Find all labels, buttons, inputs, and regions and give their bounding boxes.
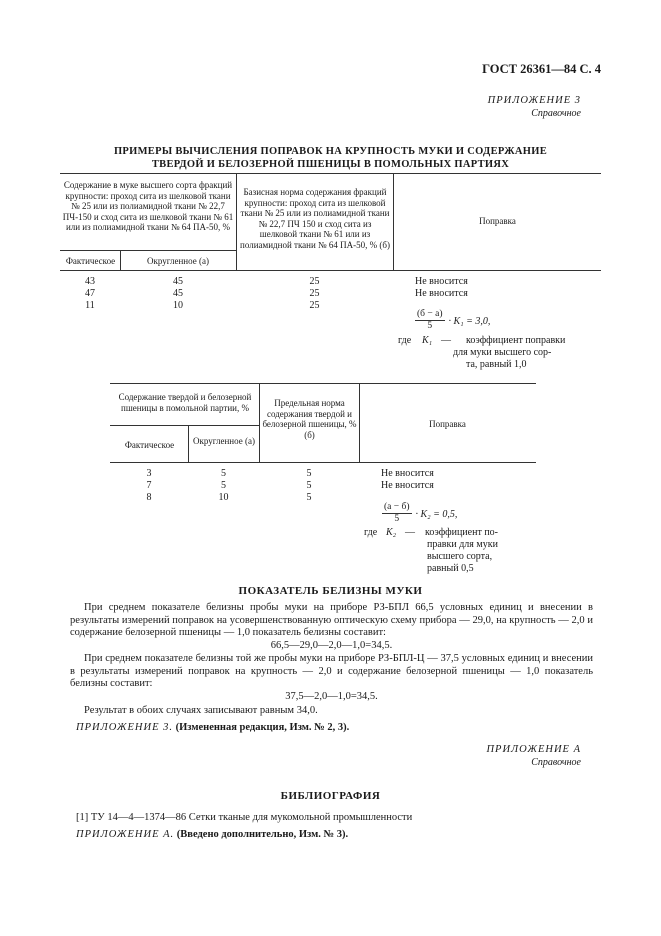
t2-expl-3: высшего сорта, — [427, 551, 493, 562]
t2-dash: — — [405, 527, 415, 538]
t2-expl-2: правки для муки — [427, 539, 498, 550]
appendix-a-note-text: (Введено дополнительно, Изм. № 3). — [176, 829, 349, 840]
paragraph-1: При среднем показателе белизны пробы муки на приборе РЗ-БПЛ 66,5 условных единиц и внесении в результаты измерений поправок на усовершенствованную оптическую схему прибора — 29,0, на крупность — 2,0 и содержание белозерной пшеницы — 1,0 показатель белизны составит: — [70, 602, 593, 638]
t2-k: K₂ — [386, 527, 397, 538]
t2-expl-1: коэффициент по- — [425, 527, 499, 538]
t1-expl-1: коэффициент поправки — [466, 335, 566, 346]
t2-formula-den: 5 — [394, 514, 400, 524]
t1-expl-2: для муки высшего сор- — [453, 347, 552, 358]
t2-header-rounded: Округленное (а) — [193, 436, 255, 446]
t2-r1-corr: Не вносится — [381, 468, 434, 479]
t1-dash: — — [441, 335, 451, 346]
t1-formula-den: 5 — [427, 321, 433, 331]
t2-r3-limit: 5 — [306, 492, 312, 503]
t1-r1-rounded: 45 — [173, 276, 183, 287]
appendix-a-note — [76, 829, 348, 840]
t1-k: K₁ — [422, 335, 433, 346]
paragraph-3: Результат в обоих случаях записывают равным 34,0. — [84, 705, 318, 716]
appendix-a-sub: Справочное — [531, 757, 581, 768]
t2-formula-tail: · K₂ = 0,5, — [415, 509, 458, 521]
t1-formula-num: (б − а) — [417, 309, 443, 319]
t1-header-content: Содержание в муке высшего сорта фракций крупности: проход сита из шелковой ткани № 25 или из полиамидной ткани № 22,7 ПЧ-150 и сход сита из шелковой ткани № 61 или из полиамидной ткани № 64 ПА-50, % — [62, 180, 234, 232]
bibliography-title: БИБЛИОГРАФИЯ — [280, 790, 381, 802]
t2-header-content: Содержание твердой и белозерной пшеницы в помольной партии, % — [118, 392, 252, 413]
t2-r2-actual: 7 — [146, 480, 152, 491]
t2-r3-rounded: 10 — [218, 492, 229, 503]
t1-r1-actual: 43 — [85, 276, 95, 287]
appendix-3-note — [76, 722, 349, 733]
equation-1: 66,5—29,0—2,0—1,0=34,5. — [270, 640, 393, 651]
t2-r1-limit: 5 — [306, 468, 312, 479]
appendix-3-label: ПРИЛОЖЕНИЕ 3 — [487, 95, 581, 106]
t1-r1-corr: Не вносится — [415, 276, 468, 287]
t1-where: где — [398, 335, 412, 346]
t1-header-actual: Фактическое — [65, 256, 116, 266]
t1-expl-3: та, равный 1,0 — [466, 359, 527, 370]
t1-header-rounded: Округленное (а) — [147, 256, 209, 266]
appendix-3-note-text: (Измененная редакция, Изм. № 2, 3). — [175, 722, 350, 733]
appendix-3-sub: Справочное — [531, 108, 581, 119]
t2-header-actual: Фактическое — [124, 440, 175, 450]
t2-where: где — [364, 527, 378, 538]
t2-formula-num: (а − б) — [384, 502, 410, 512]
t1-r2-corr: Не вносится — [415, 288, 468, 299]
t2-expl-4: равный 0,5 — [427, 563, 474, 574]
t2-r1-actual: 3 — [146, 468, 152, 479]
title-line-1: ПРИМЕРЫ ВЫЧИСЛЕНИЯ ПОПРАВОК НА КРУПНОСТЬ МУКИ И СОДЕРЖАНИЕ — [113, 146, 548, 157]
t2-header-limit: Предельная норма содержания твердой и белозерной пшеницы, % (б) — [262, 398, 357, 440]
t2-header-correction: Поправка — [429, 419, 466, 429]
appendix-a-note-label: ПРИЛОЖЕНИЕ А. — [76, 829, 175, 840]
t1-header-base: Базисная норма содержания фракций крупности: проход сита из шелковой ткани № 25 или из полиамидной ткани № 22,7 ПЧ 150 и сход сита из шелковой ткани № 61 или из полиамидной ткани № 64 ПА-50, % (б) — [240, 187, 390, 250]
appendix-3-note-label: ПРИЛОЖЕНИЕ 3. — [76, 722, 173, 733]
t1-r2-actual: 47 — [85, 288, 95, 299]
t2-r2-limit: 5 — [306, 480, 312, 491]
t2-r3-actual: 8 — [146, 492, 152, 503]
page-header: ГОСТ 26361—84 С. 4 — [482, 62, 601, 76]
t2-r2-corr: Не вносится — [381, 480, 434, 491]
t1-r2-rounded: 45 — [173, 288, 183, 299]
t2-r2-rounded: 5 — [221, 480, 226, 491]
t1-r1-base: 25 — [309, 276, 320, 287]
t1-formula — [415, 309, 490, 332]
t1-header-correction: Поправка — [479, 216, 516, 226]
title-line-2: ТВЕРДОЙ И БЕЛОЗЕРНОЙ ПШЕНИЦЫ В ПОМОЛЬНЫХ ПАРТИЯХ — [151, 159, 510, 170]
t1-formula-tail: · K₁ = 3,0, — [448, 316, 491, 328]
paragraph-2: При среднем показателе белизны той же пробы муки на приборе РЗ-БПЛ-Ц — 37,5 условных единиц и внесении в результаты измерений поправок на крупность — 2,0 и содержание белозерной пшеницы — 1,0 показатель белизны составит: — [70, 653, 593, 689]
t1-r3-base: 25 — [309, 300, 320, 311]
equation-2: 37,5—2,0—1,0=34,5. — [285, 691, 378, 702]
t1-r3-rounded: 10 — [173, 300, 183, 311]
appendix-a-label: ПРИЛОЖЕНИЕ А — [486, 744, 581, 755]
bibliography-item: [1] ТУ 14—4—1374—86 Сетки тканые для мукомольной промышленности — [76, 812, 413, 823]
t1-r2-base: 25 — [309, 288, 320, 299]
whiteness-title: ПОКАЗАТЕЛЬ БЕЛИЗНЫ МУКИ — [238, 585, 423, 597]
t2-r1-rounded: 5 — [221, 468, 226, 479]
t1-r3-actual: 11 — [85, 300, 95, 311]
t2-formula — [382, 502, 457, 525]
